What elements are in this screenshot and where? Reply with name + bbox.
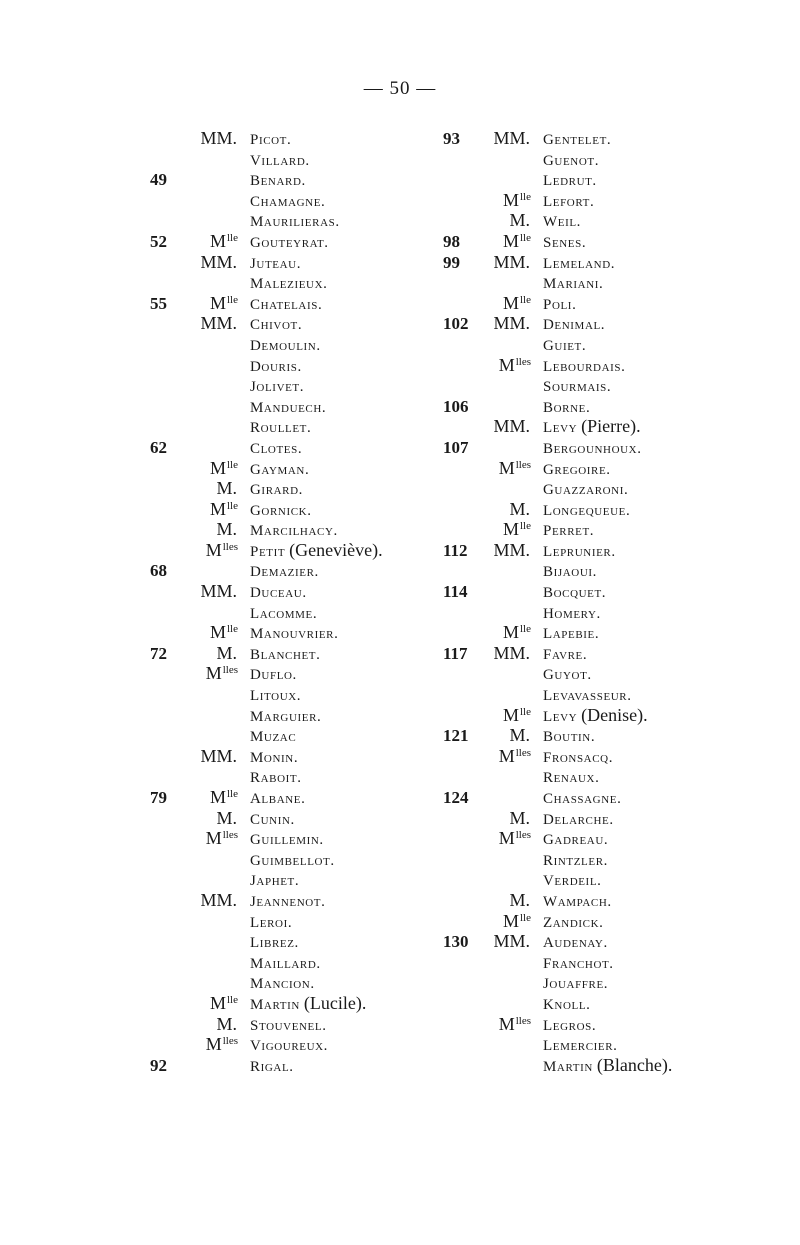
- list-entry: [150, 825, 383, 849]
- entry-name: [543, 1055, 672, 1078]
- title-superscript: lle: [227, 788, 238, 800]
- list-entry: [443, 146, 672, 167]
- surname: Juteau.: [250, 255, 302, 272]
- list-entry: [150, 949, 383, 970]
- list-entry: [150, 1052, 383, 1073]
- list-entry: [150, 516, 383, 540]
- surname: Albane.: [250, 791, 306, 807]
- surname: Ledrut.: [543, 173, 597, 190]
- surname: Boutin.: [543, 729, 596, 746]
- list-entry: [443, 866, 672, 890]
- surname: Gadreau.: [543, 832, 609, 849]
- surname: Leprunier.: [543, 543, 616, 560]
- title-text: MM.: [200, 889, 237, 910]
- surname: Senes.: [543, 234, 587, 251]
- list-entry: [150, 640, 383, 661]
- surname: Gouteyrat.: [250, 234, 329, 251]
- surname: Sourmais.: [543, 379, 612, 396]
- surname: Lapebie.: [543, 626, 600, 643]
- title-text: MM.: [493, 642, 530, 663]
- list-entry: [443, 743, 672, 764]
- list-entry: [443, 557, 672, 581]
- title-text: MM.: [200, 745, 237, 766]
- title-text: M.: [216, 807, 237, 828]
- surname: Franchot.: [543, 955, 614, 972]
- surname: Verdeil.: [543, 873, 602, 890]
- entry-number: 68: [150, 561, 167, 581]
- title-text: MM.: [493, 251, 530, 272]
- list-entry: [150, 125, 383, 146]
- list-entry: [443, 1031, 672, 1055]
- list-entry: [443, 949, 672, 970]
- surname: Zandick.: [543, 914, 604, 931]
- surname: Duflo.: [250, 667, 297, 684]
- title-text: M.: [216, 1013, 237, 1034]
- title-text: M: [502, 622, 519, 643]
- list-entry: [150, 619, 383, 643]
- title-text: M.: [216, 519, 237, 540]
- surname: Librez.: [250, 935, 299, 952]
- entry-number: 49: [150, 170, 167, 190]
- surname: Poli.: [543, 296, 577, 313]
- list-entry: [150, 187, 383, 208]
- list-entry: [443, 331, 672, 352]
- surname: Chivot.: [250, 317, 303, 334]
- surname: Manduech.: [250, 399, 327, 416]
- title-text: M: [209, 498, 226, 519]
- surname: Picot.: [250, 132, 292, 148]
- list-entry: [150, 269, 383, 293]
- entry-number: 107: [443, 437, 469, 457]
- entry-number: 117: [443, 643, 468, 663]
- list-entry: [443, 681, 672, 705]
- list-entry: [443, 928, 672, 952]
- list-entry: [443, 290, 672, 311]
- title-superscript: lles: [515, 355, 531, 368]
- surname: Knoll.: [543, 996, 591, 1013]
- title-superscript: lles: [515, 458, 531, 471]
- list-entry: [443, 393, 672, 414]
- surname: Jeannenot.: [250, 893, 326, 910]
- entry-number: 124: [443, 788, 469, 807]
- list-entry: [150, 434, 383, 455]
- surname: Chatelais.: [250, 296, 323, 313]
- surname: Martin: [250, 996, 300, 1013]
- surname: Wampach.: [543, 893, 612, 910]
- surname: Benard.: [250, 173, 306, 190]
- entry-number: 112: [443, 540, 468, 560]
- surname: Chassagne.: [543, 791, 622, 807]
- entry-number: 92: [150, 1055, 167, 1075]
- title-superscript: lles: [515, 829, 531, 842]
- title-superscript: lles: [222, 540, 238, 553]
- title-text: M: [502, 910, 519, 931]
- title-superscript: lles: [222, 1035, 238, 1048]
- surname: Jouaffre.: [543, 976, 609, 993]
- list-entry: [443, 619, 672, 643]
- list-entry: [150, 660, 383, 684]
- title-superscript: lles: [515, 746, 531, 759]
- list-entry: [443, 125, 672, 146]
- entry-number: 114: [443, 582, 468, 602]
- title-text: M.: [509, 210, 530, 231]
- list-entry: [150, 455, 383, 476]
- title-superscript: lle: [520, 705, 531, 718]
- title-text: M: [498, 1013, 515, 1034]
- page-number: — 50 —: [363, 78, 437, 99]
- surname: Levy: [543, 420, 578, 437]
- surname: Renaux.: [543, 770, 600, 787]
- surname: Guillemin.: [250, 832, 324, 849]
- entry-title: [184, 1052, 238, 1076]
- title-text: M: [498, 828, 515, 849]
- surname: Douris.: [250, 358, 302, 375]
- surname: Maillard.: [250, 955, 321, 972]
- title-superscript: lles: [515, 1014, 531, 1027]
- title-text: M: [205, 663, 222, 684]
- entry-number: 72: [150, 643, 167, 663]
- list-entry: [443, 516, 672, 540]
- surname: Malezieux.: [250, 276, 328, 293]
- surname: Gornick.: [250, 502, 312, 519]
- surname: Muzac: [250, 729, 297, 746]
- surname: Favre.: [543, 646, 588, 663]
- list-entry: [443, 846, 672, 867]
- list-entry: [150, 763, 383, 787]
- list-entry: [443, 908, 672, 929]
- title-superscript: lle: [520, 190, 531, 203]
- surname: Lemeland.: [543, 255, 616, 272]
- title-text: M: [498, 354, 515, 375]
- entry-number: 106: [443, 396, 469, 416]
- surname: Denimal.: [543, 317, 606, 334]
- title-text: M: [502, 189, 519, 210]
- surname: Manouvrier.: [250, 626, 339, 643]
- list-entry: [150, 969, 383, 993]
- title-superscript: lle: [520, 293, 531, 306]
- list-entry: [150, 784, 383, 805]
- list-entry: [150, 413, 383, 437]
- list-entry: [443, 187, 672, 208]
- surname: Rigal.: [250, 1058, 294, 1075]
- surname: Longequeue.: [543, 502, 631, 519]
- title-text: MM.: [200, 581, 237, 602]
- title-text: M: [502, 704, 519, 725]
- title-text: M: [209, 787, 226, 807]
- title-text: M: [209, 457, 226, 478]
- list-entry: [150, 372, 383, 396]
- surname: Mancion.: [250, 976, 315, 993]
- title-text: M: [205, 1034, 222, 1055]
- list-entry: [443, 352, 672, 373]
- list-entry: [150, 557, 383, 581]
- list-entry: [443, 805, 672, 826]
- list-entry: [443, 969, 672, 993]
- surname: Bocquet.: [543, 585, 607, 602]
- given-name: (Geneviève).: [289, 539, 383, 560]
- entry-title: [477, 1052, 531, 1076]
- list-entry: [443, 496, 672, 517]
- list-entry: [443, 990, 672, 1011]
- list-entry: [150, 681, 383, 705]
- surname: Cunin.: [250, 811, 295, 828]
- given-name: (Denise).: [581, 704, 648, 725]
- title-text: M: [209, 230, 226, 251]
- entry-number: 98: [443, 231, 460, 251]
- surname: Monin.: [250, 749, 299, 766]
- list-entry: [443, 599, 672, 620]
- entry-number: 62: [150, 437, 167, 457]
- list-entry: [150, 1031, 383, 1055]
- surname: Audenay.: [543, 935, 608, 952]
- surname: Bergounhoux.: [543, 440, 642, 457]
- entry-number: 121: [443, 726, 469, 746]
- given-name: (Lucile).: [303, 992, 367, 1013]
- title-text: M: [209, 992, 226, 1013]
- list-entry: [150, 743, 383, 764]
- title-superscript: lle: [227, 623, 238, 636]
- title-superscript: lle: [520, 520, 531, 533]
- list-entry: [150, 310, 383, 334]
- list-entry: [150, 290, 383, 311]
- surname: Borne.: [543, 399, 591, 416]
- surname: Guazzaroni.: [543, 482, 629, 499]
- entry-number: 99: [443, 252, 460, 272]
- given-name: (Pierre).: [581, 416, 641, 437]
- surname: Girard.: [250, 482, 304, 499]
- title-superscript: lle: [227, 993, 238, 1006]
- list-entry: [443, 249, 672, 270]
- surname: Clotes.: [250, 440, 303, 457]
- list-entry: [443, 166, 672, 190]
- list-entry: [443, 269, 672, 293]
- surname: Guimbellot.: [250, 852, 335, 869]
- entry-number: 130: [443, 932, 469, 952]
- title-text: M: [502, 519, 519, 540]
- list-entry: [150, 393, 383, 414]
- title-text: M.: [509, 807, 530, 828]
- title-superscript: lle: [520, 231, 531, 244]
- list-entry: [443, 763, 672, 787]
- list-entry: [443, 1011, 672, 1032]
- surname: Perret.: [543, 523, 595, 540]
- surname: Mariani.: [543, 276, 604, 293]
- title-text: M: [205, 828, 222, 849]
- surname: Martin: [543, 1058, 593, 1075]
- list-entry: [443, 1052, 672, 1073]
- left-column: [150, 125, 383, 1075]
- surname: Demazier.: [250, 564, 319, 581]
- list-entry: [443, 475, 672, 499]
- title-text: M: [498, 745, 515, 766]
- surname: Petit: [250, 543, 286, 560]
- surname: Weil.: [543, 214, 582, 231]
- title-text: M.: [216, 478, 237, 499]
- list-entry: [443, 640, 672, 661]
- list-entry: [150, 866, 383, 890]
- list-entry: [150, 702, 383, 723]
- surname: Bijaoui.: [543, 564, 597, 581]
- list-entry: [443, 413, 672, 437]
- title-text: M: [502, 292, 519, 313]
- list-entry: [150, 496, 383, 517]
- surname: Jolivet.: [250, 379, 305, 396]
- title-text: M.: [509, 498, 530, 519]
- list-entry: [150, 928, 383, 952]
- surname: Demoulin.: [250, 337, 321, 354]
- title-text: MM.: [493, 539, 530, 560]
- entry-number: 79: [150, 788, 167, 807]
- title-text: MM.: [493, 416, 530, 437]
- title-text: MM.: [493, 313, 530, 334]
- surname: Marguier.: [250, 708, 322, 725]
- surname: Villard.: [250, 152, 310, 169]
- title-text: M: [209, 292, 226, 313]
- entry-number: 52: [150, 231, 167, 251]
- surname: Blanchet.: [250, 646, 321, 663]
- list-entry: [150, 166, 383, 190]
- surname: Delarche.: [543, 811, 614, 828]
- list-entry: [150, 249, 383, 270]
- list-entry: [150, 352, 383, 373]
- entry-number: 93: [443, 129, 460, 148]
- list-entry: [443, 660, 672, 684]
- right-column: [443, 125, 673, 1075]
- surname: Maurilieras.: [250, 214, 340, 231]
- list-entry: [443, 228, 672, 249]
- list-entry: [443, 310, 672, 334]
- entry-number: 102: [443, 314, 469, 334]
- title-text: MM.: [200, 128, 237, 148]
- entry-number: 55: [150, 293, 167, 313]
- list-entry: [150, 1011, 383, 1032]
- list-entry: [443, 887, 672, 908]
- surname: Levavasseur.: [543, 688, 632, 705]
- list-entry: [150, 578, 383, 602]
- list-entry: [150, 537, 383, 558]
- surname: Rintzler.: [543, 852, 608, 869]
- surname: Levy: [543, 708, 578, 725]
- list-entry: [150, 146, 383, 167]
- surname: Gayman.: [250, 461, 310, 478]
- list-entry: [150, 331, 383, 352]
- title-superscript: lle: [227, 458, 238, 471]
- surname: Raboit.: [250, 770, 302, 787]
- surname: Marcilhacy.: [250, 523, 338, 540]
- list-entry: [443, 207, 672, 231]
- surname: Japhet.: [250, 873, 300, 890]
- title-superscript: lle: [227, 231, 238, 244]
- surname: Litoux.: [250, 688, 302, 705]
- surname: Lebourdais.: [543, 358, 626, 375]
- list-entry: [443, 702, 672, 723]
- list-entry: [443, 537, 672, 558]
- surname: Leroi.: [250, 914, 293, 931]
- list-entry: [150, 207, 383, 231]
- title-superscript: lle: [227, 499, 238, 512]
- list-entry: [150, 722, 383, 746]
- entry-name: [250, 1055, 298, 1078]
- list-entry: [443, 434, 672, 455]
- surname: Gentelet.: [543, 132, 612, 148]
- title-text: M: [205, 539, 222, 560]
- surname: Vigoureux.: [250, 1038, 329, 1055]
- surname: Legros.: [543, 1017, 597, 1034]
- title-superscript: lle: [227, 293, 238, 306]
- surname: Chamagne.: [250, 193, 326, 210]
- title-text: M: [502, 230, 519, 251]
- surname: Gregoire.: [543, 461, 611, 478]
- list-entry: [443, 455, 672, 476]
- title-text: MM.: [493, 931, 530, 952]
- surname: Homery.: [543, 605, 601, 622]
- surname: Duceau.: [250, 585, 307, 602]
- list-entry: [443, 722, 672, 746]
- surname: Roullet.: [250, 420, 312, 437]
- title-text: MM.: [493, 128, 530, 148]
- list-entry: [443, 372, 672, 396]
- list-entry: [150, 228, 383, 249]
- title-superscript: lle: [520, 911, 531, 924]
- list-entry: [443, 825, 672, 849]
- surname: Lemercier.: [543, 1038, 618, 1055]
- list-entry: [150, 805, 383, 826]
- list-entry: [150, 990, 383, 1011]
- list-entry: [150, 599, 383, 620]
- title-text: M.: [216, 642, 237, 663]
- list-entry: [150, 887, 383, 908]
- title-text: M.: [509, 889, 530, 910]
- title-superscript: lles: [222, 829, 238, 842]
- surname: Lefort.: [543, 193, 595, 210]
- title-superscript: lles: [222, 664, 238, 677]
- surname: Guyot.: [543, 667, 592, 684]
- surname: Stouvenel.: [250, 1017, 327, 1034]
- title-superscript: lle: [520, 623, 531, 636]
- list-entry: [150, 908, 383, 929]
- given-name: (Blanche).: [596, 1054, 673, 1075]
- surname: Guenot.: [543, 152, 600, 169]
- title-text: M: [498, 457, 515, 478]
- title-text: MM.: [200, 313, 237, 334]
- title-text: MM.: [200, 251, 237, 272]
- title-text: M: [209, 622, 226, 643]
- list-entry: [443, 578, 672, 602]
- surname: Guiet.: [543, 337, 587, 354]
- surname: Lacomme.: [250, 605, 318, 622]
- list-entry: [150, 475, 383, 499]
- list-entry: [150, 846, 383, 867]
- title-text: M.: [509, 725, 530, 746]
- surname: Fronsacq.: [543, 749, 614, 766]
- list-entry: [443, 784, 672, 805]
